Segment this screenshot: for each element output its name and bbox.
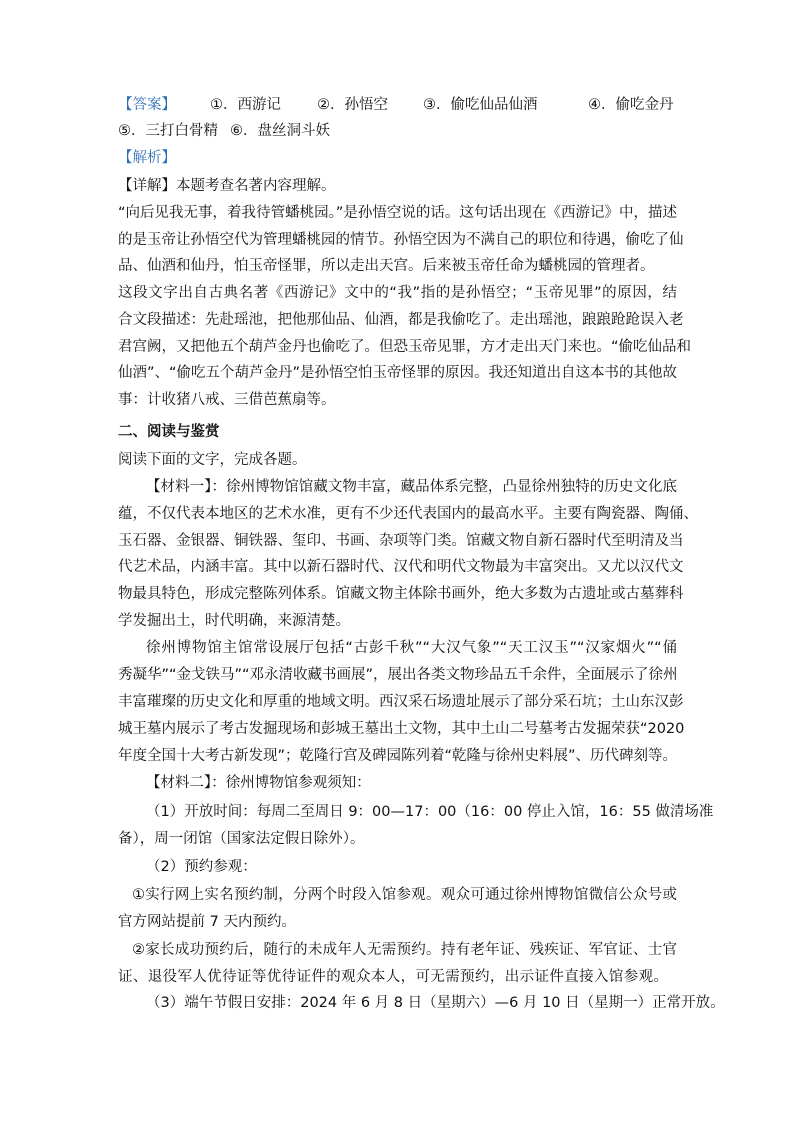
text-line: 学发掘出土，时代明确，来源清楚。 [118,613,350,629]
text-line: 这段文字出自古典名著《西游记》文中的“我”指的是孙悟空；“玉帝见罪”的原因，结 [118,285,677,301]
answer-label: 【答案】 [118,97,176,113]
text-line: 官方网站提前 7 天内预约。 [118,914,296,930]
text-line: 证、退役军人优待证等优待证件的观众本人，可无需预约，出示证件直接入馆参观。 [118,969,668,985]
text-line: 代艺术品，内涵丰富。其中以新石器时代、汉代和明代文物最为丰富突出。又尤以汉代文 [118,559,684,575]
text-line: 玉石器、金银器、铜铁器、玺印、书画、杂项等门类。馆藏文物自新石器时代至明清及当 [118,533,684,549]
material-one: 【材料一】：徐州博物馆馆藏文物丰富，藏品体系完整，凸显徐州独特的历史文化底 [146,479,677,495]
text-line: “向后见我无事，着我待管蟠桃园。”是孙悟空说的话。这句话出现在《西游记》中，描述 [118,205,677,221]
text-line: （2）预约参观： [146,859,257,875]
answer-item: ⑤．三打白骨精 [118,123,218,139]
text-line: ①实行网上实名预约制，分两个时段入馆参观。观众可通过徐州博物馆微信公众号或 [132,887,677,903]
text-line: 年度全国十大考古新发现”；乾隆行宫及碑园陈列着“乾隆与徐州史料展”、历代碑刻等。 [118,748,678,764]
text-line: 徐州博物馆主馆常设展厅包括“古彭千秋”“大汉气象”“天工汉玉”“汉家烟火”“俑 [146,640,677,656]
answer-item: ①．西游记 [210,97,281,113]
text-line: 的是玉帝让孙悟空代为管理蟠桃园的情节。孙悟空因为不满自己的职位和待遇，偷吃了仙 [118,232,684,248]
analysis-label: 【解析】 [118,150,176,166]
text-line: 备），周一闭馆（国家法定假日除外）。 [118,831,365,847]
text-line: 丰富璀璨的历史文化和厚重的地域文明。西汉采石场遗址展示了部分采石坑；土山东汉彭 [118,694,684,710]
text-line: 仙酒”、“偷吃五个葫芦金丹”是孙悟空怕玉帝怪罪的原因。我还知道出自这本书的其他故 [118,365,678,381]
instruction: 阅读下面的文字，完成各题。 [118,452,307,468]
answer-line [118,95,677,115]
text-line: 蕴，不仅代表本地区的艺术水准，更有不少还代表国内的最高水平。主要有陶瓷器、陶俑、 [118,506,698,522]
text-line: ②家长成功预约后，随行的未成年人无需预约。持有老年证、残疾证、军官证、士官 [132,942,677,958]
text-line: 君宫阙，又把他五个葫芦金丹也偷吃了。但恐玉帝见罪，方才走出天门来也。“偷吃仙品和 [118,339,692,355]
text-line: （3）端午节假日安排：2024 年 6 月 8 日（星期六）—6 月 10 日（星期一）正常开放。 [146,995,725,1011]
material-two: 【材料二】：徐州博物馆参观须知： [146,775,371,791]
text-line: 品、仙酒和仙丹，怕玉帝怪罪，所以走出天宫。后来被玉帝任命为蟠桃园的管理者。 [118,258,655,274]
text-line: 城王墓内展示了考古发掘现场和彭城王墓出土文物，其中土山二号墓考古发掘荣获“2020 [118,721,685,737]
detail-heading: 【详解】本题考查名著内容理解。 [118,178,336,194]
text-line: 合文段描述：先赴瑶池，把他那仙品、仙酒，都是我偷吃了。走出瑶池，踉踉跄跄误入老 [118,312,684,328]
section-heading: 二、阅读与鉴赏 [118,424,220,440]
text-line: 事：计收猪八戒、三借芭蕉扇等。 [118,392,336,408]
answer-item: ⑥．盘丝洞斗妖 [230,123,330,139]
text-line: （1）开放时间：每周二至周日 9：00—17：00（16：00 停止入馆，16：55 做清场准 [146,804,714,820]
text-line: 秀凝华”“金戈铁马”“邓永清收藏书画展”，展出各类文物珍品五千余件，全面展示了徐州 [118,667,678,683]
answer-item: ②．孙悟空 [317,97,388,113]
text-line: 物最具特色，形成完整陈列体系。馆藏文物主体除书画外，绝大多数为古遗址或古墓葬科 [118,586,684,602]
answer-line-2 [118,121,677,141]
answer-item: ③．偷吃仙品仙酒 [423,97,538,113]
answer-item: ④．偷吃金丹 [588,97,674,113]
